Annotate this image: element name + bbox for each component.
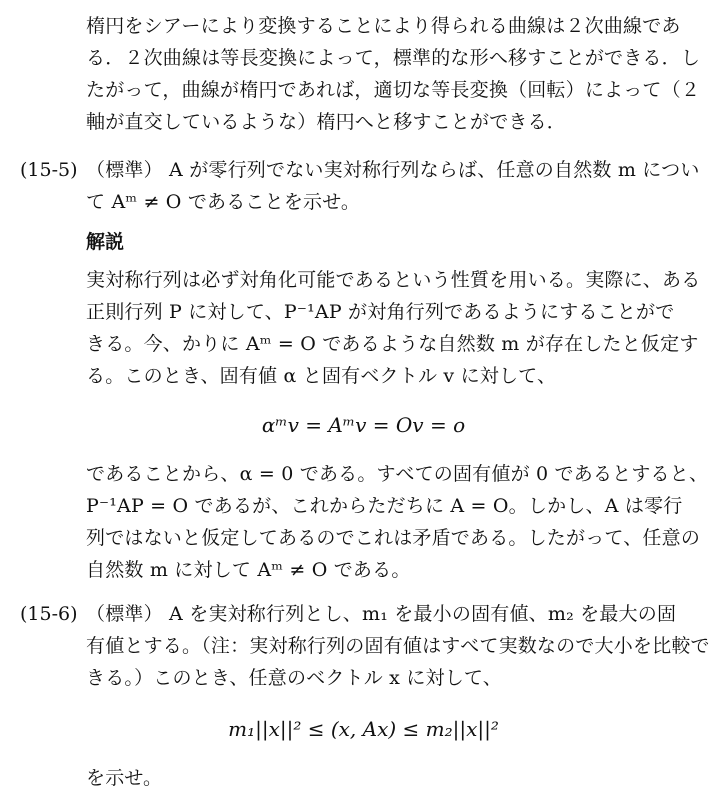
conclusion-line-4: 自然数 m に対して Aᵐ ≠ O である。 xyxy=(86,559,411,581)
conclusion-line-1: であることから、α = 0 である。すべての固有値が 0 であるとすると、 xyxy=(86,463,709,485)
problem-15-5-statement-1: （標準） A が零行列でない実対称行列ならば、任意の自然数 m につい xyxy=(86,159,700,181)
equation-eigen: αᵐv = Aᵐv = Ov = o xyxy=(261,413,466,437)
intro-line-2: る．２次曲線は等長変換によって，標準的な形へ移すことができる．し xyxy=(86,47,701,69)
conclusion-line-2: P⁻¹AP = O であるが、これからただちに A = O。しかし、A は零行 xyxy=(86,495,683,517)
conclusion-line-3: 列ではないと仮定してあるのでこれは矛盾である。したがって、任意の xyxy=(86,527,701,549)
problem-15-5-statement-2: て Aᵐ ≠ O であることを示せ。 xyxy=(86,191,361,213)
intro-line-4: 軸が直交しているような）楕円へと移すことができる． xyxy=(86,111,567,133)
explanation-line-1: 実対称行列は必ず対角化可能であるという性質を用いる。実際に、ある xyxy=(86,269,701,291)
problem-15-6-statement-1: （標準） A を実対称行列とし、m₁ を最小の固有値、m₂ を最大の固 xyxy=(86,603,677,625)
explanation-line-3: きる。今、かりに Aᵐ = O であるような自然数 m が存在したと仮定す xyxy=(86,333,699,355)
problem-number-15-6: (15-6) xyxy=(20,603,78,625)
problem-15-6-statement-2: 有値とする。（注：実対称行列の固有値はすべて実数なので大小を比較で xyxy=(86,635,710,657)
problem-number-15-5: (15-5) xyxy=(20,159,78,181)
problem-15-6-closing: を示せ。 xyxy=(86,767,163,789)
intro-line-1: 楕円をシアーにより変換することにより得られる曲線は２次曲線であ xyxy=(86,15,681,37)
problem-15-6-statement-3: きる。）このとき、任意のベクトル x に対して、 xyxy=(86,667,502,689)
equation-rayleigh: m₁||x||² ≤ (x, Ax) ≤ m₂||x||² xyxy=(228,717,499,741)
explanation-line-2: 正則行列 P に対して、P⁻¹AP が対角行列であるようにすることがで xyxy=(86,301,675,323)
intro-line-3: たがって，曲線が楕円であれば，適切な等長変換（回転）によって（２ xyxy=(86,79,701,101)
section-heading-explanation: 解説 xyxy=(86,231,125,253)
explanation-line-4: る。このとき、固有値 α と固有ベクトル v に対して、 xyxy=(86,365,557,387)
